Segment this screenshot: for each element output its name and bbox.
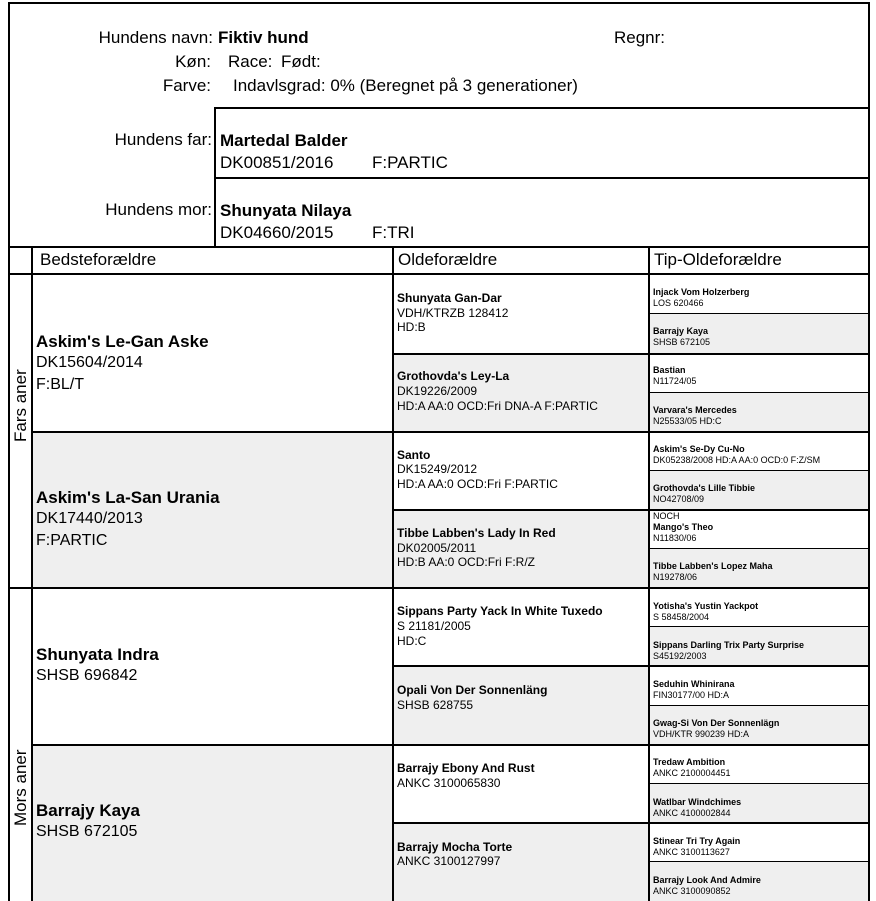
grandparent-reg: DK17440/2013 xyxy=(36,510,143,527)
tip-reg: ANKC 3100090852 xyxy=(653,886,731,896)
gg-name: Barrajy Ebony And Rust xyxy=(397,761,535,775)
tip-reg: ANKC 3100113627 xyxy=(653,847,730,857)
col-header-grandparents: Bedsteforældre xyxy=(40,250,157,269)
tip-name: Tredaw Ambition xyxy=(653,757,726,767)
tip-name: Grothovda's Lille Tibbie xyxy=(653,483,755,493)
gg-name: Grothovda's Ley-La xyxy=(397,369,510,383)
side-label-mors: Mors aner xyxy=(11,749,30,826)
tip-reg: NO42708/09 xyxy=(653,494,705,504)
col-header-great-grandparents: Oldeforældre xyxy=(398,250,498,269)
tip-title: NOCH xyxy=(653,511,680,521)
tip-name: Sippans Darling Trix Party Surprise xyxy=(653,640,805,650)
tip-reg: ANKC 4100002844 xyxy=(653,808,731,818)
breed-label: Race: xyxy=(228,52,273,71)
tip-reg: LOS 620466 xyxy=(653,298,704,308)
gg-info: HD:A AA:0 OCD:Fri F:PARTIC xyxy=(397,477,558,491)
grandparent-name: Askim's Le-Gan Aske xyxy=(36,332,209,351)
tip-name: Watlbar Windchimes xyxy=(653,797,742,807)
gg-info: HD:B xyxy=(397,320,426,334)
gg-reg: SHSB 628755 xyxy=(397,698,474,712)
father-color: F:PARTIC xyxy=(372,153,448,172)
tip-reg: S45192/2003 xyxy=(653,651,707,661)
father-name: Martedal Balder xyxy=(220,131,348,150)
tip-name: Barrajy Kaya xyxy=(653,326,709,336)
side-label-fars: Fars aner xyxy=(11,369,30,442)
tip-reg: ANKC 2100004451 xyxy=(653,768,731,778)
sex-label: Køn: xyxy=(175,52,211,71)
tip-name: Barrajy Look And Admire xyxy=(653,875,761,885)
gg-info: HD:B AA:0 OCD:Fri F:R/Z xyxy=(397,555,536,569)
tip-reg: N19278/06 xyxy=(653,572,698,582)
gg-reg: DK19226/2009 xyxy=(397,384,478,398)
gg-reg: S 21181/2005 xyxy=(397,619,471,633)
tip-name: Injack Vom Holzerberg xyxy=(653,287,750,297)
grandparent-name: Barrajy Kaya xyxy=(36,801,140,820)
gg-name: Tibbe Labben's Lady In Red xyxy=(397,526,556,540)
gg-reg: DK15249/2012 xyxy=(397,462,478,476)
col-header-great-great-grandparents: Tip-Oldeforældre xyxy=(654,250,782,269)
tip-reg: DK05238/2008 HD:A AA:0 OCD:0 F:Z/SM xyxy=(653,455,821,465)
mother-reg: DK04660/2015 xyxy=(220,223,334,242)
mother-label: Hundens mor: xyxy=(105,200,212,219)
father-label: Hundens far: xyxy=(114,130,212,149)
grandparent-name: Askim's La-San Urania xyxy=(36,488,220,507)
gg-reg: ANKC 3100127997 xyxy=(397,854,501,868)
tip-reg: N25533/05 HD:C xyxy=(653,416,722,426)
regnr-label: Regnr: xyxy=(614,28,666,47)
tip-name: Askim's Se-Dy Cu-No xyxy=(653,444,745,454)
gg-reg: VDH/KTRZB 128412 xyxy=(397,306,509,320)
gg-info: HD:A AA:0 OCD:Fri DNA-A F:PARTIC xyxy=(397,399,598,413)
dog-name: Fiktiv hund xyxy=(218,28,309,47)
grandparent-reg: SHSB 696842 xyxy=(36,667,138,684)
gg-name: Opali Von Der Sonnenläng xyxy=(397,683,548,697)
grandparent-extra: F:BL/T xyxy=(36,376,85,393)
grandparent-reg: DK15604/2014 xyxy=(36,354,143,371)
tip-reg: N11724/05 xyxy=(653,376,697,386)
tip-name: Bastian xyxy=(653,365,686,375)
grandparent-extra: F:PARTIC xyxy=(36,532,108,549)
father-reg: DK00851/2016 xyxy=(220,153,334,172)
mother-color: F:TRI xyxy=(372,223,415,242)
gg-name: Santo xyxy=(397,448,431,462)
tip-name: Stinear Tri Try Again xyxy=(653,836,741,846)
gg-name: Sippans Party Yack In White Tuxedo xyxy=(397,604,603,618)
tip-reg: FIN30177/00 HD:A xyxy=(653,690,730,700)
inbreeding-text: Indavlsgrad: 0% (Beregnet på 3 generationer) xyxy=(233,76,578,95)
tip-name: Mango's Theo xyxy=(653,522,714,532)
grandparent-reg: SHSB 672105 xyxy=(36,823,138,840)
grandparent-name: Shunyata Indra xyxy=(36,645,159,664)
tip-name: Tibbe Labben's Lopez Maha xyxy=(653,561,773,571)
tip-name: Seduhin Whinirana xyxy=(653,679,735,689)
tip-name: Gwag-Si Von Der Sonnenlägn xyxy=(653,718,780,728)
born-label: Født: xyxy=(281,52,321,71)
gg-reg: DK02005/2011 xyxy=(397,541,477,555)
gg-name: Shunyata Gan-Dar xyxy=(397,291,502,305)
tip-reg: N11830/06 xyxy=(653,533,697,543)
mother-name: Shunyata Nilaya xyxy=(220,201,352,220)
tip-reg: SHSB 672105 xyxy=(653,337,711,347)
gg-name: Barrajy Mocha Torte xyxy=(397,840,513,854)
gg-info: HD:C xyxy=(397,634,427,648)
tip-name: Yotisha's Yustin Yackpot xyxy=(653,601,759,611)
tip-name: Varvara's Mercedes xyxy=(653,405,737,415)
name-label: Hundens navn: xyxy=(98,28,213,47)
color-label: Farve: xyxy=(162,76,211,95)
gg-reg: ANKC 3100065830 xyxy=(397,776,501,790)
tip-reg: VDH/KTR 990239 HD:A xyxy=(653,729,750,739)
tip-reg: S 58458/2004 xyxy=(653,612,710,622)
